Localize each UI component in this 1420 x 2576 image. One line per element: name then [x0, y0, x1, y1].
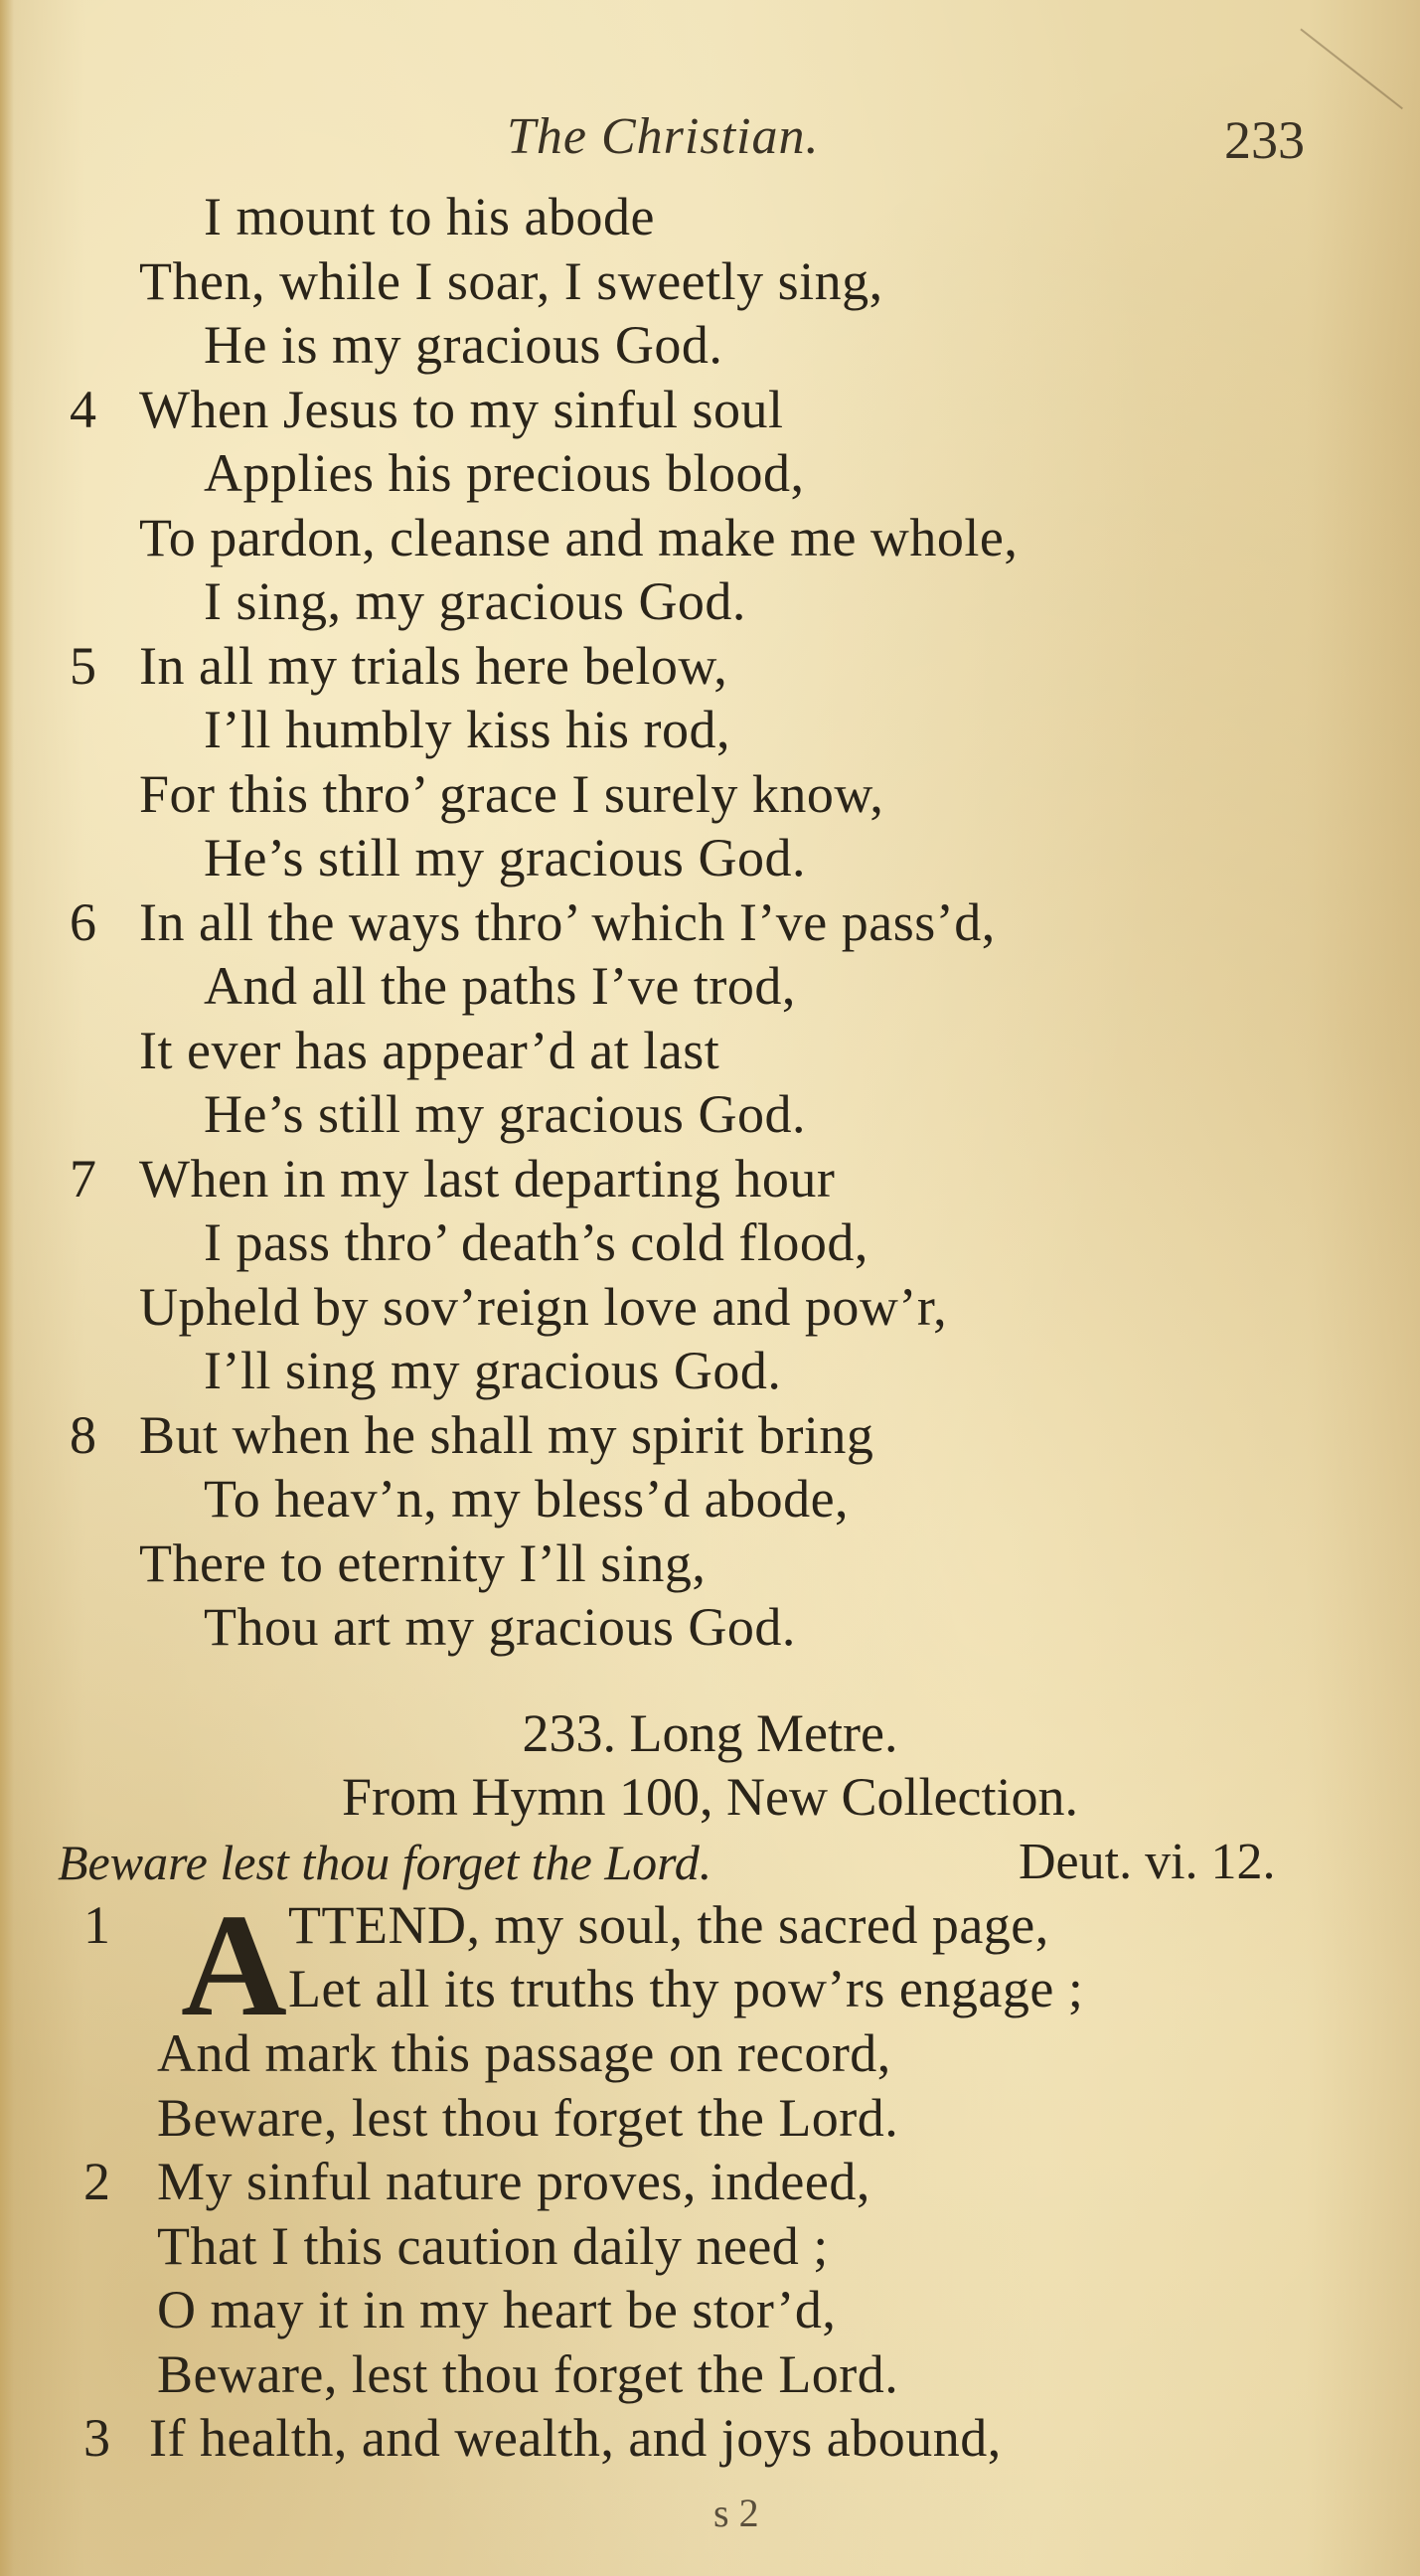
hymn-line: In all the ways thro’ which I’ve pass’d,	[139, 891, 996, 952]
hymn-line: But when he shall my spirit bring	[139, 1404, 874, 1465]
hymn-line: Upheld by sov’reign love and pow’r,	[139, 1276, 948, 1337]
hymn-line: There to eternity I’ll sing,	[139, 1532, 707, 1593]
verse-number: 8	[70, 1404, 96, 1465]
hymn-line: Beware, lest thou forget the Lord.	[157, 2343, 899, 2404]
hymn-line: Applies his precious blood,	[204, 443, 805, 503]
hymn-line: When Jesus to my sinful soul	[139, 379, 784, 439]
corner-crease	[1300, 0, 1420, 109]
hymn-line: Beware, lest thou forget the Lord.	[157, 2087, 899, 2148]
hymn-line: That I this caution daily need ;	[157, 2215, 829, 2276]
verse-number: 3	[83, 2408, 110, 2468]
first-line: TTEND, my soul, the sacred page,	[288, 1895, 1049, 1955]
hymn-line: O may it in my heart be stor’d,	[157, 2280, 837, 2339]
hymn-line: For this thro’ grace I surely know,	[139, 763, 884, 824]
hymn-line: To heav’n, my bless’d abode,	[204, 1469, 850, 1529]
hymn-line: To pardon, cleanse and make me whole,	[139, 507, 1019, 567]
hymn-line: It ever has appear’d at last	[139, 1020, 720, 1080]
hymn-line: I pass thro’ death’s cold flood,	[204, 1212, 868, 1272]
verse-number: 7	[70, 1148, 96, 1208]
running-title: The Christian.	[507, 108, 820, 165]
drop-cap: A	[181, 1884, 287, 2047]
hymn-source: From Hymn 100, New Collection.	[342, 1767, 1078, 1827]
hymn-line: He’s still my gracious God.	[204, 1084, 806, 1144]
epigraph: Beware lest thou forget the Lord.	[58, 1835, 712, 1890]
hymn-line: In all my trials here below,	[139, 635, 728, 696]
page-gutter	[0, 0, 14, 2576]
hymn-line: I’ll sing my gracious God.	[204, 1341, 782, 1400]
verse-number: 1	[83, 1895, 110, 1955]
hymn-line: Then, while I soar, I sweetly sing,	[139, 250, 883, 311]
verse-number: 6	[70, 891, 96, 952]
hymn-line: And mark this passage on record,	[157, 2023, 891, 2083]
hymn-line: I’ll humbly kiss his rod,	[204, 700, 731, 759]
hymn-line: When in my last departing hour	[139, 1148, 836, 1208]
hymn-line: If health, and wealth, and joys abound,	[149, 2408, 1002, 2468]
hymn-line: And all the paths I’ve trod,	[204, 956, 796, 1016]
hymn-line: He’s still my gracious God.	[204, 828, 806, 887]
page-number: 233	[1224, 110, 1305, 170]
signature-mark: s 2	[713, 2491, 759, 2535]
hymn-line: I sing, my gracious God.	[204, 571, 746, 631]
hymn-heading: 233. Long Metre.	[522, 1703, 898, 1763]
hymn-line: Thou art my gracious God.	[204, 1597, 796, 1657]
verse-number: 5	[70, 635, 96, 696]
scripture-reference: Deut. vi. 12.	[1019, 1834, 1276, 1890]
hymn-line: He is my gracious God.	[204, 315, 723, 375]
verse-number: 4	[70, 379, 96, 439]
hymn-line: I mount to his abode	[204, 187, 655, 246]
second-line: Let all its truths thy pow’rs engage ;	[288, 1959, 1084, 2018]
verse-number: 2	[83, 2152, 110, 2211]
hymn-line: My sinful nature proves, indeed,	[157, 2152, 870, 2211]
